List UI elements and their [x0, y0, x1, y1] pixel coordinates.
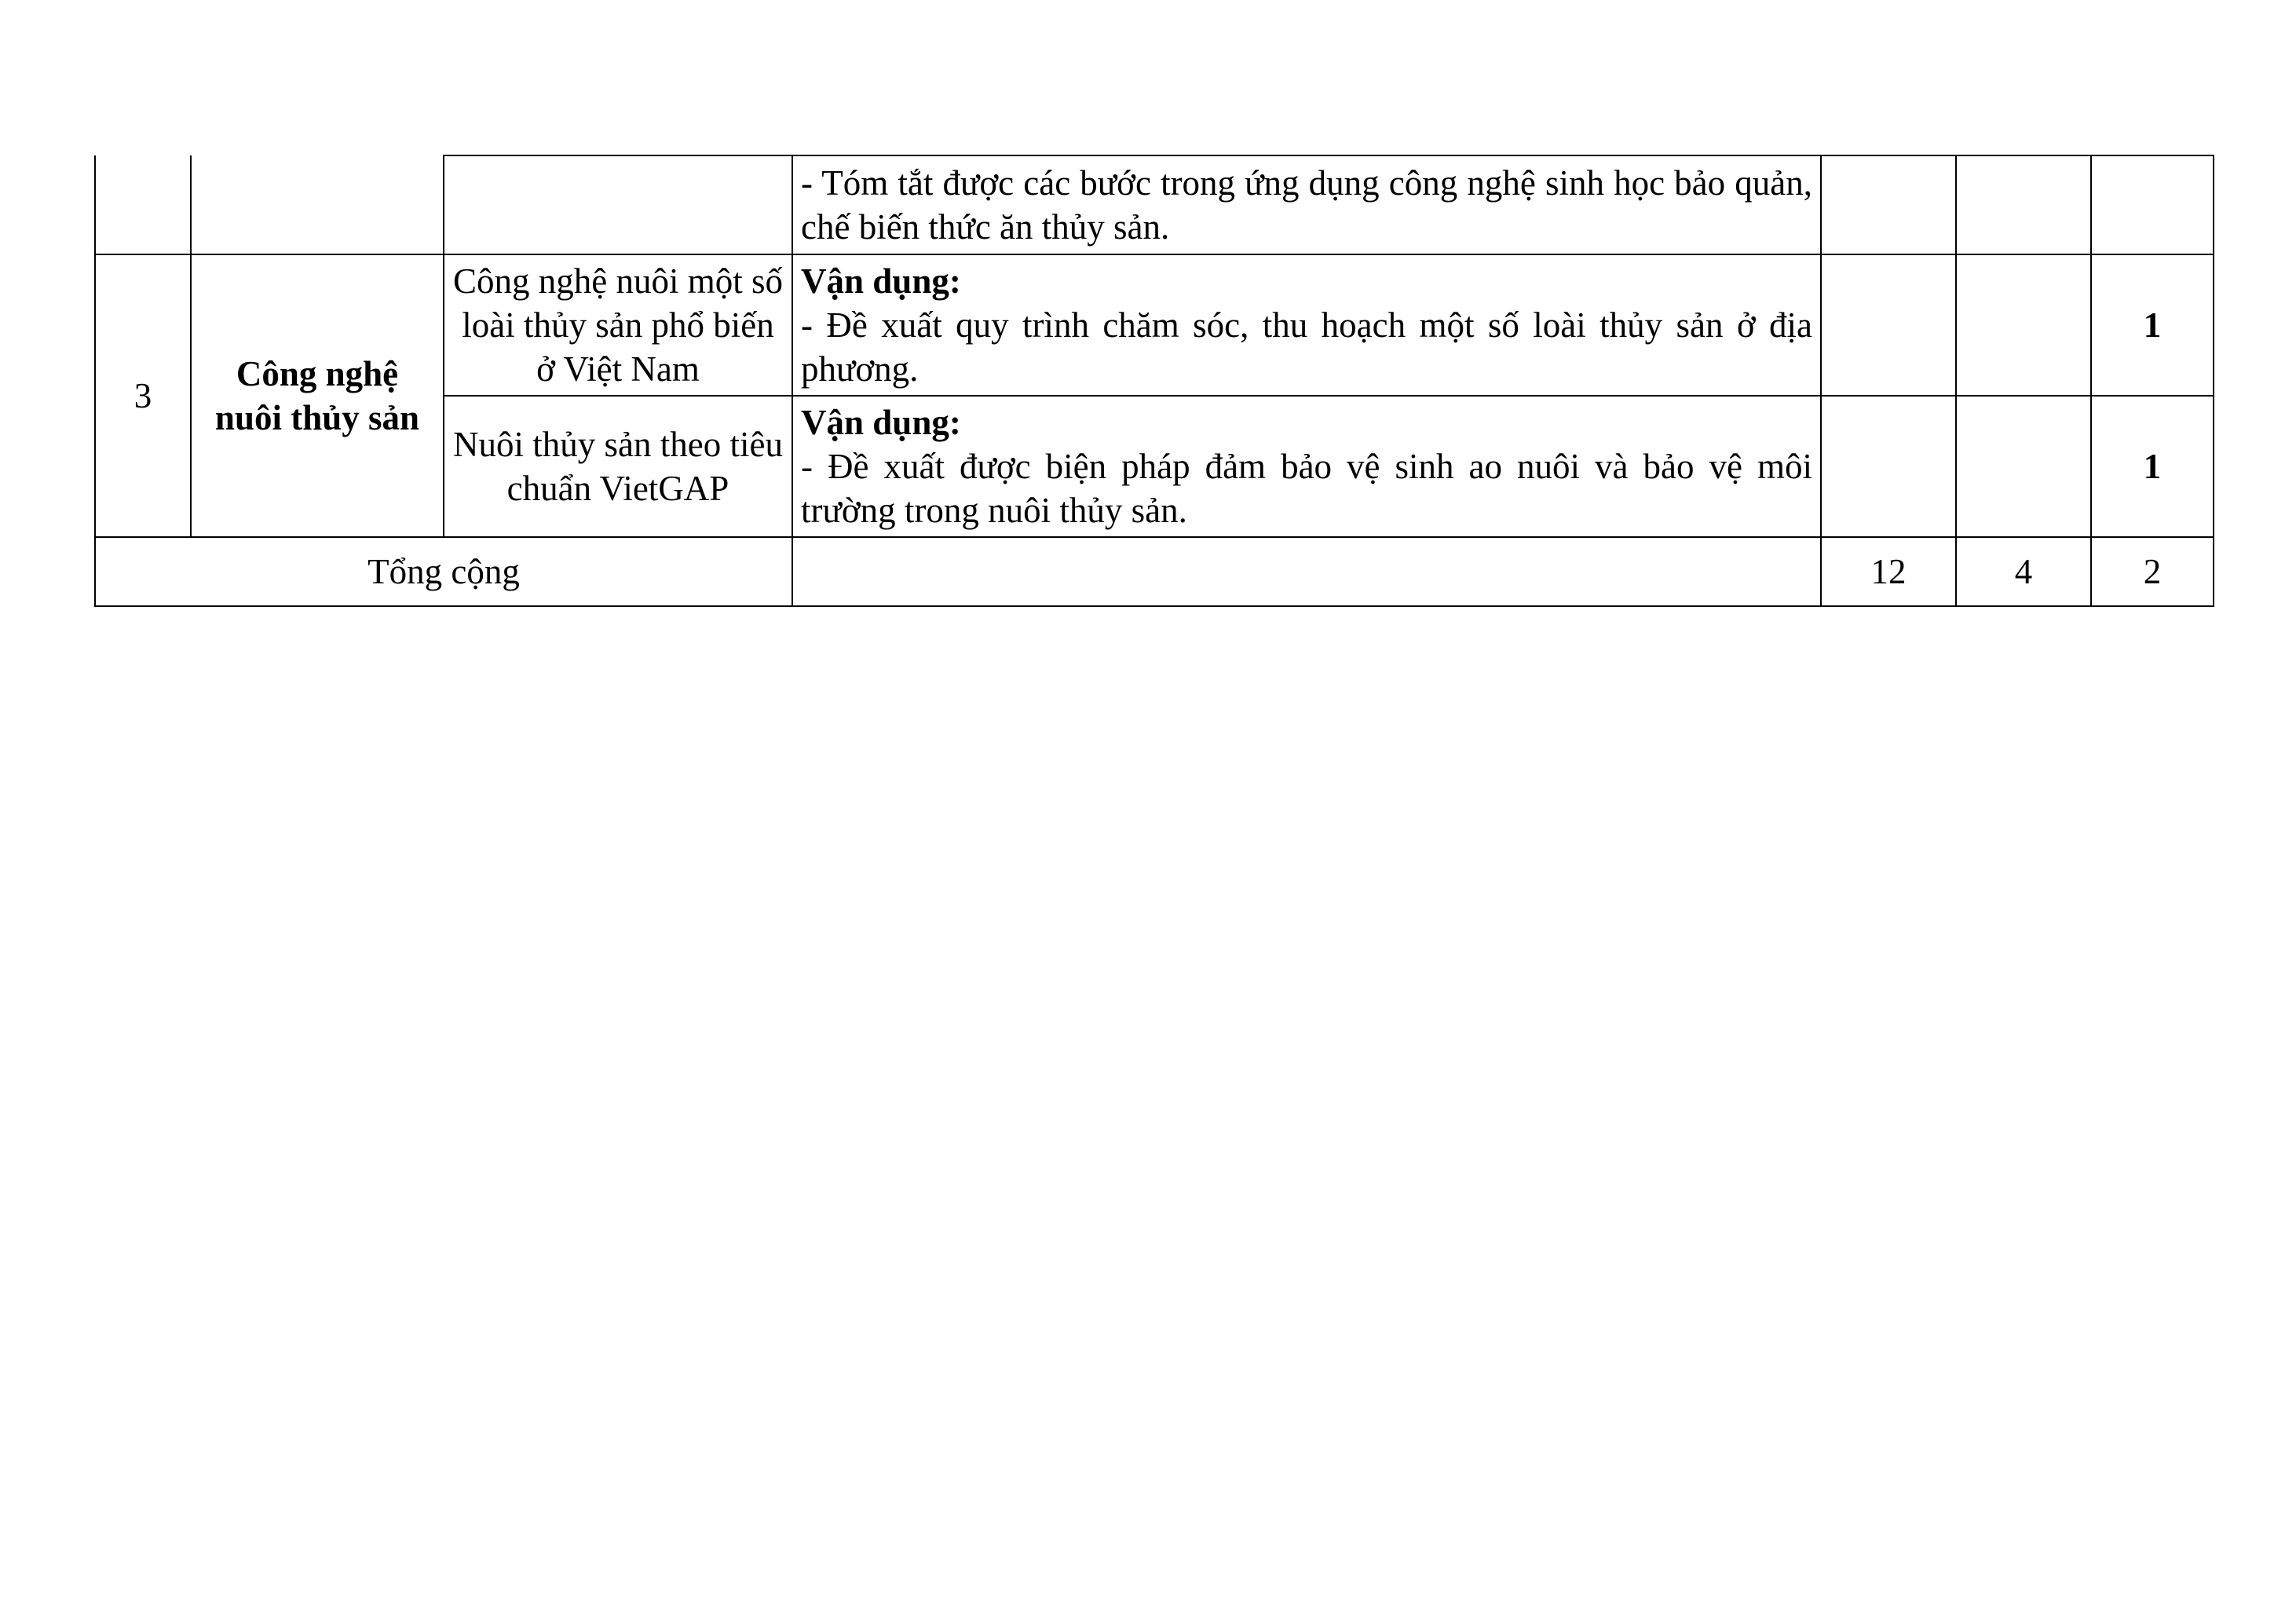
assessment-matrix-table — [94, 155, 2214, 607]
section-topic: Công nghệ nuôi thủy sản — [191, 254, 444, 537]
count-cell-c — [2091, 155, 2214, 254]
level-label: Vận dụng: — [801, 261, 961, 301]
total-count-a: 12 — [1821, 537, 1956, 606]
total-label: Tổng cộng — [95, 537, 792, 606]
description-cell — [792, 254, 1821, 396]
count-cell-b — [1956, 155, 2091, 254]
topic-cell-empty — [191, 155, 444, 254]
count-cell-a — [1821, 396, 1956, 537]
count-cell-b — [1956, 396, 2091, 537]
table-row — [95, 254, 2214, 396]
content-cell-empty — [444, 155, 792, 254]
total-row — [95, 537, 2214, 606]
description-text: - Đề xuất được biện pháp đảm bảo vệ sinh ao nuôi và bảo vệ môi trường trong nuôi thủy sản. — [801, 447, 1812, 530]
level-label: Vận dụng: — [801, 403, 961, 442]
description-text: - Đề xuất quy trình chăm sóc, thu hoạch một số loài thủy sản ở địa phương. — [801, 305, 1812, 389]
count-cell-a — [1821, 254, 1956, 396]
description-text: - Tóm tắt được các bước trong ứng dụng công nghệ sinh học bảo quản, chế biến thức ăn thủy sản. — [801, 163, 1812, 247]
count-cell-a — [1821, 155, 1956, 254]
count-cell-b — [1956, 254, 2091, 396]
count-cell-c: 1 — [2091, 254, 2214, 396]
table-row — [95, 155, 2214, 254]
number-cell-empty — [95, 155, 191, 254]
count-cell-c: 1 — [2091, 396, 2214, 537]
total-count-c: 2 — [2091, 537, 2214, 606]
total-description-empty — [792, 537, 1821, 606]
description-cell — [792, 396, 1821, 537]
content-cell: Nuôi thủy sản theo tiêu chuẩn VietGAP — [444, 396, 792, 537]
content-cell: Công nghệ nuôi một số loài thủy sản phổ biến ở Việt Nam — [444, 254, 792, 396]
total-count-b: 4 — [1956, 537, 2091, 606]
section-number: 3 — [95, 254, 191, 537]
description-cell — [792, 155, 1821, 254]
